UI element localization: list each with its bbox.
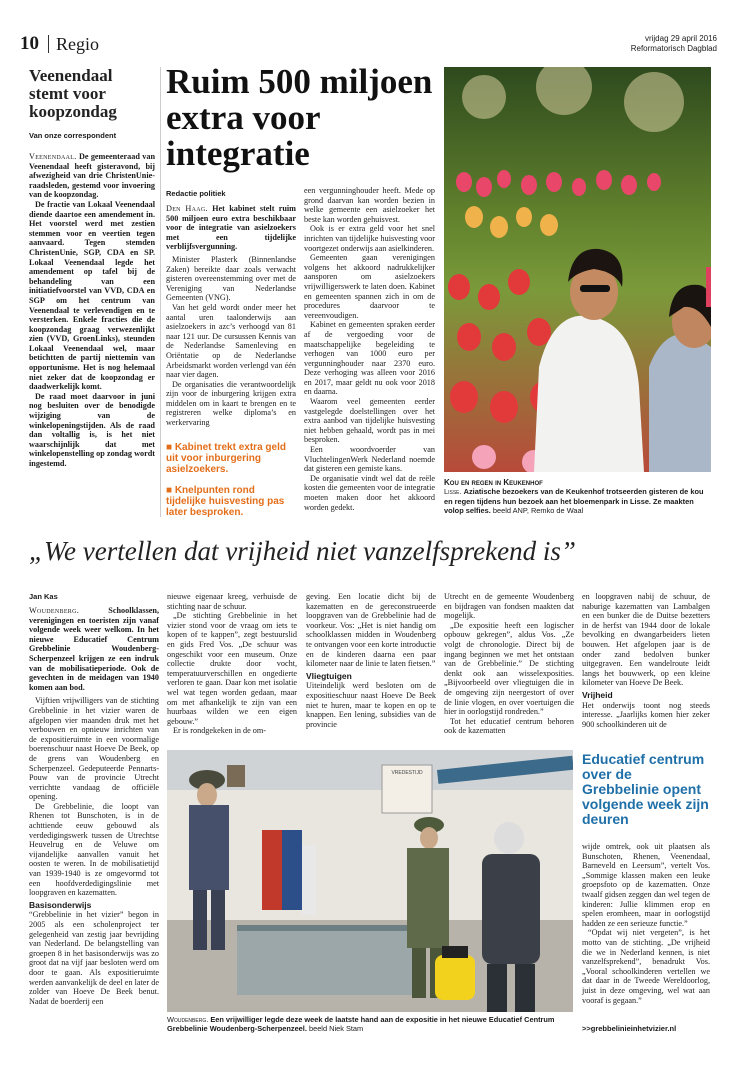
website-link[interactable]: >>grebbelinieinhetvizier.nl: [582, 1024, 677, 1033]
feature-col5-cont: wijde omtrek, ook uit plaatsen als Bunschoten, Rhenen, Veenendaal, Barneveld en Leersum”, vertelt Vos. „Sommige klassen maken een leuke groepsfoto op de kazematten. Onze twaalf gidsen zeggen dan wel tegen de kinderen: Jullie klimmen erop en spelen eromheen, maar in oorlogstijd hadden ze een serieuze functie.” “Opdat wij niet vergeten”, is het motto van de stichting. „De vrijheid die we in Nederland kennen, is niet vanzelfsprekend”, benadrukt Vos. „Vooral schoolkinderen vertellen we dat daar in de Tweede Wereldoorlog, juist in deze omgeving, wel wat aan vooraf is gegaan.”: [582, 842, 710, 1005]
main-headline: Ruim 500 miljoen extra voor integratie: [166, 62, 433, 173]
sidebar-headline: Veenendaal stemt voor koopzondag: [29, 66, 117, 121]
feature-subhead: Vrijheid: [582, 689, 613, 700]
header-paper: Reformatorisch Dagblad: [630, 44, 717, 53]
main-byline: Redactie politiek: [166, 189, 226, 198]
photo1-caption-title: Kou en regen in Keukenhof: [444, 478, 543, 487]
bullet-square-icon: ■: [166, 442, 175, 453]
bullet-2: ■ Knelpunten rond tijdelijke huisvesting pas later besproken.: [166, 485, 285, 518]
tulip-field-illustration: [444, 67, 711, 472]
sidebar-byline: Van onze correspondent: [29, 131, 117, 140]
feature-col3: geving. Een locatie dicht bij de kazematten en de gereconstrueerde loopgraven van de Grebbelinie had de voorkeur. Vos: „Het is niet handig om schoolklassen midden in Woudenberg te ontvangen voor een korte introductie en de kinderen daarna een paar kilometer naar de linie te laten fietsen.” Vliegtuigen Uiteindelijk werd besloten om de expositieschuur naast Hoeve De Beek niet te huren, maar te kopen en op te knappen. Een lening, subsidies van de provincie: [306, 592, 436, 729]
header-date: vrijdag 29 april 2016: [644, 34, 717, 43]
exhibition-photo: [167, 750, 573, 1012]
main-col2: een vergunninghouder heeft. Mede op grond daarvan kan worden bezien in welke gemeente een asielzoeker het beste kan worden gehuisvest. Ook is er extra geld voor het snel inrichten van tijdelijke huisvesting voor voortgezet onderwijs aan asielkinderen. Gemeenten gaan verenigingen volgens het akkoord nadrukkelijker aansporen om asielzoekers vrijwilligerswerk te laten doen. Kabinet en gemeenten spannen zich in om de procedures daarvoor te vereenvoudigen. Kabinet en gemeenten spraken eerder af de vergoeding voor de maatschappelijke begeleiding te verhogen van 1000 euro per vergunninghouder naar 2370 euro. Deze verhoging was alleen voor 2016 en 2017, maar geldt nu ook voor 2018 en daarna. Waarom veel gemeenten eerder vastgelegde doelstellingen over het extra aanbod van tijdelijke huisvesting niet hebben gehaald, wordt pas in mei besproken. Een woordvoerder van VluchtelingenWerk Nederland noemde dat gisteren een gemiste kans. De organisatie vindt wel dat de reële kosten die gemeenten voor de integratie moeten maken door het akkoord worden gedekt.: [304, 186, 435, 512]
sidebar-body: Veenendaal. De gemeenteraad van Veenendaal heeft gisteravond, bij afwezigheid van drie ChristenUnie-raadsleden, gestemd voor invoering van de koopzondag. De fractie van Lokaal Veenendaal diende daartoe een amendement in. Het voorstel werd met zestien stemmen voor en veertien tegen aanvaard. Tegen stemden ChristenUnie, SGP, CDA en SP. Lokaal Veenendaal legde het amendement op tafel bij de behandeling van een initiatiefvoorstel van VVD, CDA en SGP om het centrum van Veenendaal te verlevendigen en te versterken. Enkele fracties die de koopzondag graag verwezenlijkt zien (VVD, GroenLinks), steunden Lokaal Veenendaal wel, maar betichtten de partij niettemin van opportunisme. Het is nog helemaal niet zeker dat de koopzondag er daadwerkelijk komt. De raad moet daarvoor in juni nog besluiten over de benodigde wijziging van de winkelopeningstijden. Als de raad dan voltallig is, is het niet waarschijnlijk dat met winkelopenstelling op zondag wordt ingestemd.: [29, 152, 155, 468]
feature-subhead: Basisonderwijs: [29, 899, 92, 910]
section-title: Regio: [56, 34, 99, 54]
bullet-1: ■ Kabinet trekt extra geld uit voor inburgering asielzoekers.: [166, 442, 286, 475]
exhibit-sign-text: VREDESTIJD: [391, 770, 423, 776]
header-divider: [48, 35, 49, 53]
feature-col1: Woudenberg. Schoolklassen, verenigingen en toeristen zijn vanaf volgende week weer welkom. In het nieuwe Educatief Centrum Grebbelinie Woudenberg-Scherpenzeel krijgen ze een indruk van de mobilisatieperiode. Ook de gevechten in de meidagen van 1940 komen aan bod. Vijftien vrijwilligers van de stichting Grebbelinie in het vizier waren de afgelopen vier maanden druk met het verbouwen en opnieuw inrichten van de expositieruimte in een voormalige boerenschuur naast Hoeve De Beek, op de grens van Woudenberg en Scherpenzeel. Gedeputeerde Pennarts-Pouw van de provincie Utrecht verrichtte vandaag de officiële opening. De Grebbelinie, die loopt van Rhenen tot Bunschoten, is in de achttiende eeuw gebouwd als verdedigingswerk tussen de Utrechtse Heuvelrug en de Veluwe om vijandelijke aanvallen vanuit het oosten te weren. In de mobilisatietijd van 1939-1940 is ze omgevormd tot een hoofdverdedigingslinie met loopgraven en kazematten. Basisonderwijs “Grebbelinie in het vizier” begon in 2005 als een scholenproject ter gelegenheid van zestig jaar bevrijding van Nederland. De belangstelling van groepen 8 in het basisonderwijs was zo groot dat na vijf jaar besloten werd om door te gaan. Als expositieruimte werden aanvankelijk de deel en later de zolder van Hoeve De Beek benut. Nadat de boerderij een: [29, 606, 159, 1006]
page-number: 10: [20, 33, 39, 54]
feature-col2: nieuwe eigenaar kreeg, verhuisde de stichting naar de schuur. „De stichting Grebbelinie in het vizier stond voor de vraag om iets te kopen of te kappen”, zegt bestuurslid en gids Fred Vos. „De schuur was ongeschikt voor een museum. Onze collectie drukte door vocht, temperatuurverschillen en ongediertе verloren te gaan. Daar kon met isolatie wel wat tegen worden gedaan, maar om met afhankelijk te zijn van een huurbaas wilden we een eigen gebouw.” Er is rondgekeken in de om-: [167, 592, 297, 736]
sidebar-story: [29, 67, 155, 517]
photo1-caption: Kou en regen in Keukenhof Lisse. Aziatische bezoekers van de Keukenhof trotseerden gisteren de kou en regen tijdens hun bezoek aan het bloemenpark in Lisse. Ze maakten volop selfies. beeld ANP, Remko de Waal: [444, 478, 711, 515]
exhibition-illustration: [167, 750, 573, 1012]
photo2-caption: Woudenberg. Een vrijwilliger legde deze week de laatste hand aan de expositie in het nieuwe Educatief Centrum Grebbelinie Woudenberg-Scherpenzeel. beeld Niek Stam: [167, 1015, 555, 1034]
keukenhof-photo: [444, 67, 711, 472]
feature-headline: „We vertellen dat vrijheid niet vanzelfsprekend is”: [29, 536, 576, 566]
feature-byline: Jan Kas: [29, 592, 58, 601]
main-col1: Den Haag. Het kabinet stelt ruim 500 miljoen euro extra beschikbaar voor de integratie van asielzoekers met een tijdelijke verblijfsvergunning. Minister Plasterk (Binnenlandse Zaken) bereikte daar zoals verwacht gisteren overeenstemming over met de Vereniging van Nederlandse Gemeenten (VNG). Van het geld wordt onder meer het aantal uren taalonderwijs aan asielzoekers in azc’s verhoogd van 81 naar 121 uur. De cursussen Kennis van de Nederlandse Samenleving en Oriëntatie op de Nederlandse Arbeidsmarkt worden verlengd van één naar vier dagen. De organisaties die verantwoordelijk zijn voor de inburgering krijgen extra middelen om in kaart te brengen en te registreren welke diploma’s en werkervaring: [166, 204, 297, 428]
bullet-square-icon: ■: [166, 485, 175, 496]
pullquote: Educatief centrum over de Grebbelinie opent volgende week zijn deuren: [582, 751, 709, 827]
sidebar-rule: [160, 67, 161, 517]
feature-col4: Utrecht en de gemeente Woudenberg en bijdragen van fondsen maakten dat mogelijk. „De expositie heeft een logischer opbouw gekregen”, aldus Vos. „Ze volgt de chronologie. Direct bij de ingang beginnen we met het ontstaan van de Grebbelinie.” De stichting denkt ook aan wisselexposities. „Bijvoorbeeld over vliegtuigen die in de omgeving zijn neergestort of over de linie vlogen, en over voertuigen die hier in oorlogstijd rondreden.” Tot het educatief centrum behoren ook de kazematten: [444, 592, 574, 736]
feature-subhead: Vliegtuigen: [306, 670, 352, 681]
feature-col5: en loopgraven nabij de schuur, de naburige kazematten van Lambalgen en een bunker die de Duitse bezetters in de herfst van 1944 door de lokale bevolking en dwangarbeiders lieten bouwen. Het afgelopen jaar is de onder zand bedolven bunker uitgegraven. Een wandelroute leidt langs het bouwwerk, op een kleine kilometer van Hoeve De Beek. Vrijheid Het onderwijs toont nog steeds interesse. „Jaarlijks komen hier zeker 900 schoolkinderen uit de: [582, 592, 710, 729]
